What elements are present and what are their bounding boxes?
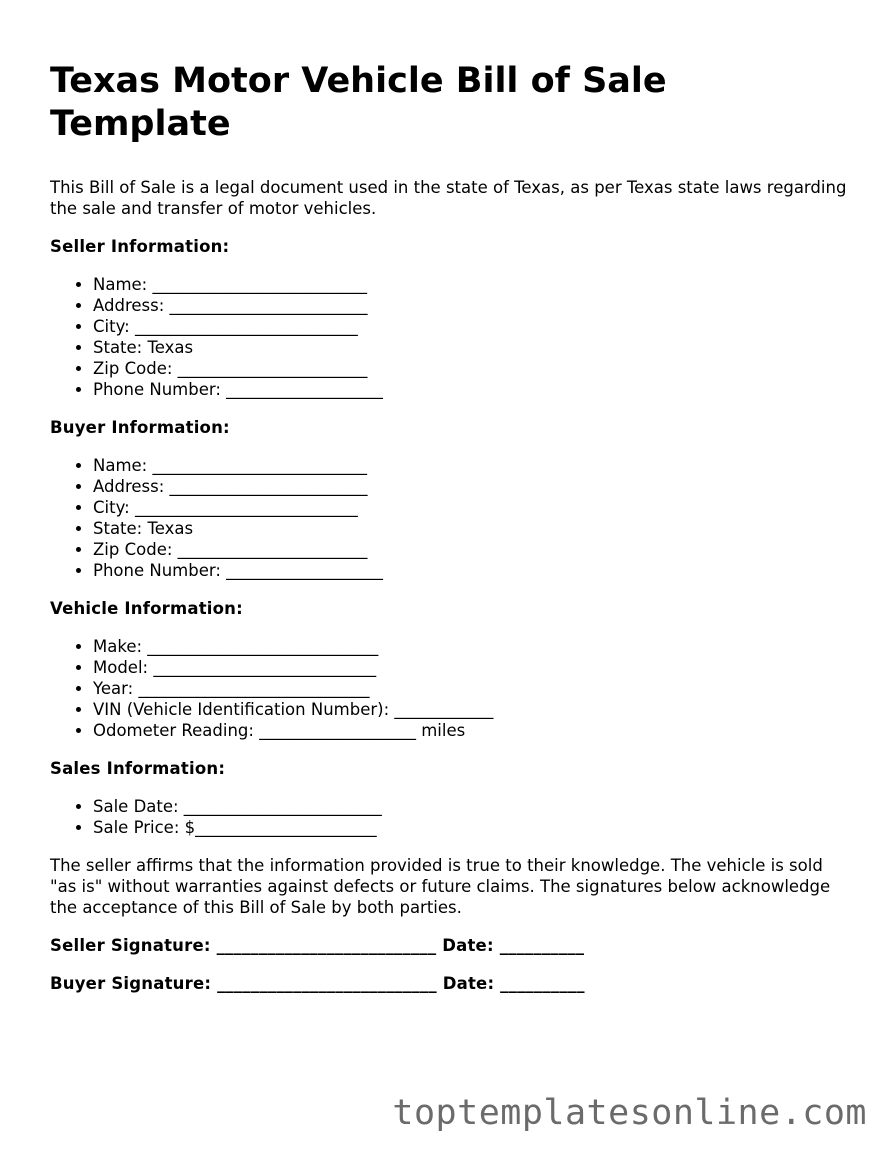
buyer-zip-field: • Zip Code: _______________________ (93, 539, 850, 560)
buyer-signature-line: Buyer Signature: __________________________ Date: __________ (50, 974, 585, 993)
buyer-state-field: • State: Texas (93, 518, 850, 539)
sales-list (50, 796, 850, 838)
page-title: Texas Motor Vehicle Bill of Sale Template (50, 61, 667, 144)
seller-zip-field: • Zip Code: _______________________ (93, 358, 850, 379)
vehicle-list (50, 636, 850, 741)
seller-city-field: • City: ___________________________ (93, 316, 850, 337)
vehicle-make-field: • Make: ____________________________ (93, 636, 850, 657)
buyer-city-field: • City: ___________________________ (93, 497, 850, 518)
vehicle-year-field: • Year: ____________________________ (93, 678, 850, 699)
seller-signature-line: Seller Signature: __________________________ Date: __________ (50, 936, 585, 955)
seller-list (50, 274, 850, 400)
closing-paragraph: The seller affirms that the information provided is true to their knowledge. The vehicle is sold "as is" without warranties against defects or future claims. The signatures below acknowledge the acceptance of this Bill of Sale by both parties. (50, 856, 831, 917)
buyer-address-field: • Address: ________________________ (93, 476, 850, 497)
sales-heading: Sales Information: (50, 759, 226, 778)
buyer-name-field: • Name: __________________________ (93, 455, 850, 476)
vehicle-heading: Vehicle Information: (50, 599, 243, 618)
buyer-heading: Buyer Information: (50, 418, 230, 437)
vehicle-model-field: • Model: ___________________________ (93, 657, 850, 678)
intro-paragraph: This Bill of Sale is a legal document used in the state of Texas, as per Texas state laws regarding the sale and transfer of motor vehicles. (50, 178, 847, 218)
buyer-list (50, 455, 850, 581)
sale-date-field: • Sale Date: ________________________ (93, 796, 850, 817)
sale-price-field: • Sale Price: $______________________ (93, 817, 850, 838)
seller-name-field: • Name: __________________________ (93, 274, 850, 295)
vehicle-vin-field: • VIN (Vehicle Identification Number): ____________ (93, 699, 850, 720)
seller-address-field: • Address: ________________________ (93, 295, 850, 316)
watermark: toptemplatesonline.com (392, 1093, 867, 1133)
vehicle-odometer-field: • Odometer Reading: ___________________ miles (93, 720, 850, 741)
document-page (50, 60, 850, 1011)
seller-heading: Seller Information: (50, 237, 230, 256)
seller-phone-field: • Phone Number: ___________________ (93, 379, 850, 400)
seller-state-field: • State: Texas (93, 337, 850, 358)
buyer-phone-field: • Phone Number: ___________________ (93, 560, 850, 581)
